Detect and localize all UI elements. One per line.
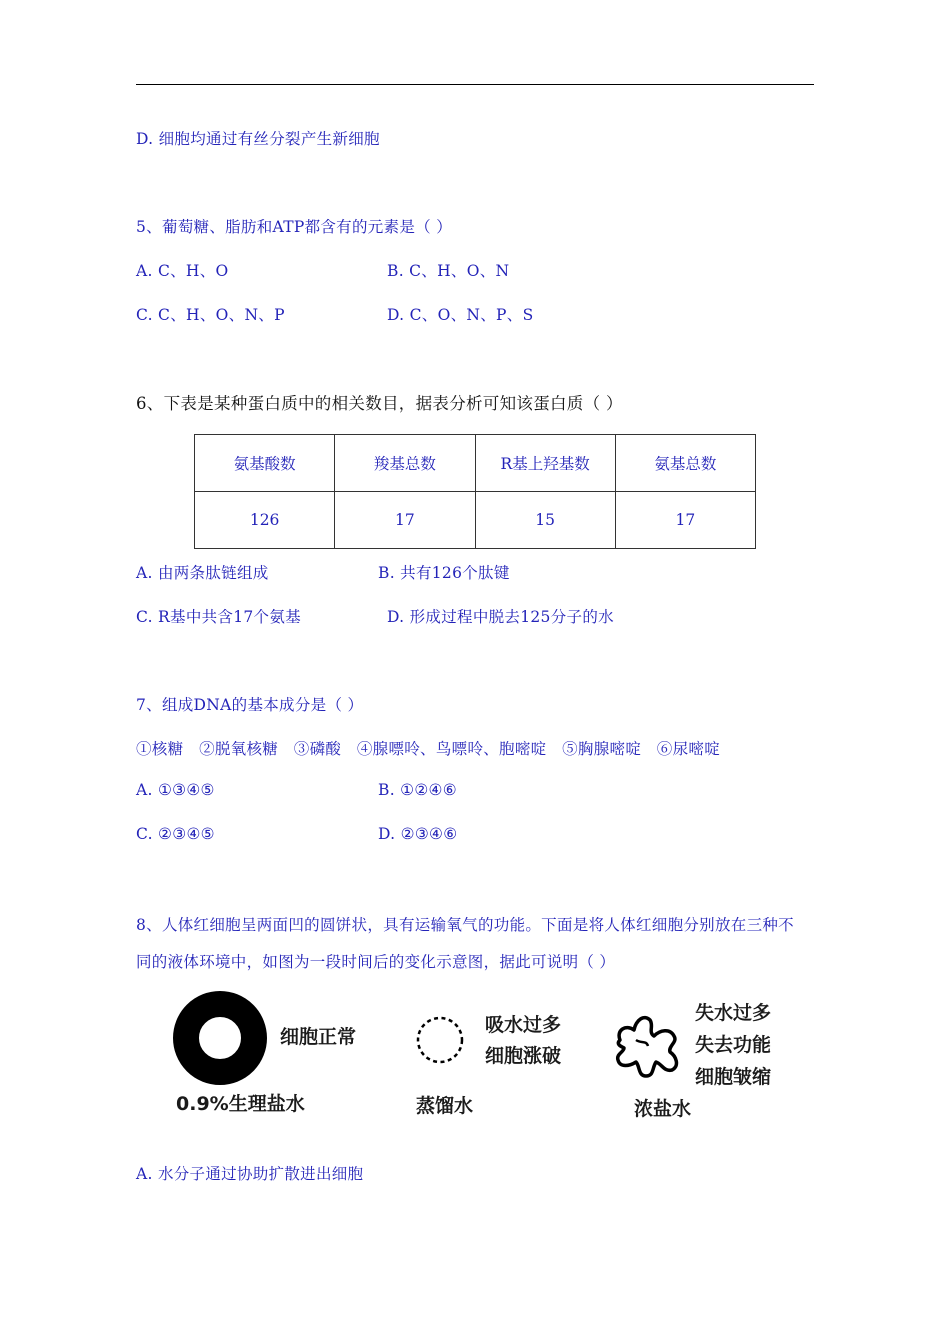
q5-stem: 5、葡萄糖、脂肪和ATP都含有的元素是（ ）: [136, 218, 453, 236]
shrunken-cell-icon: [606, 1010, 692, 1082]
table-header-cell: 氨基总数: [615, 435, 755, 492]
table-header-cell: 羧基总数: [335, 435, 475, 492]
q6-option-c: C. R基中共含17个氨基: [136, 608, 301, 626]
q7-option-d: D. ②③④⑥: [378, 825, 458, 843]
q5-option-b: B. C、H、O、N: [387, 262, 510, 280]
q7-stem: 7、组成DNA的基本成分是（ ）: [136, 696, 364, 714]
protein-table: [194, 434, 756, 549]
q6-option-a: A. 由两条肽链组成: [136, 564, 269, 582]
q5-option-c: C. C、H、O、N、P: [136, 306, 285, 324]
q6-option-d: D. 形成过程中脱去125分子的水: [387, 608, 614, 626]
q7-items: ①核糖 ②脱氧核糖 ③磷酸 ④腺嘌呤、鸟嘌呤、胞嘧啶 ⑤胸腺嘧啶 ⑥尿嘧啶: [136, 740, 721, 758]
shrunken-cell-label-1: 失水过多: [695, 1002, 772, 1024]
q8-stem-line2: 同的液体环境中，如图为一段时间后的变化示意图，据此可说明（ ）: [136, 953, 616, 971]
table-cell: 15: [475, 492, 615, 549]
burst-solution-label: 蒸馏水: [416, 1095, 474, 1117]
q6-stem: 6、下表是某种蛋白质中的相关数目，据表分析可知该蛋白质（ ）: [136, 394, 623, 413]
burst-cell-icon: [412, 1012, 468, 1068]
table-header-row: [195, 435, 756, 492]
table-cell: 126: [195, 492, 335, 549]
q5-option-a: A. C、H、O: [136, 262, 229, 280]
q4-option-d: D. 细胞均通过有丝分裂产生新细胞: [136, 130, 380, 148]
shrunken-cell-label-3: 细胞皱缩: [695, 1066, 772, 1088]
shrunken-cell-label-2: 失去功能: [695, 1034, 772, 1056]
table-row: [195, 492, 756, 549]
table-cell: 17: [335, 492, 475, 549]
q7-option-a: A. ①③④⑤: [136, 781, 215, 799]
table-header-cell: 氨基酸数: [195, 435, 335, 492]
table-header-cell: R基上羟基数: [475, 435, 615, 492]
normal-cell-icon: [172, 990, 268, 1086]
q5-option-d: D. C、O、N、P、S: [387, 306, 534, 324]
q8-option-a: A. 水分子通过协助扩散进出细胞: [136, 1165, 364, 1183]
header-rule: [136, 84, 814, 85]
shrunken-solution-label: 浓盐水: [634, 1098, 692, 1120]
table-cell: 17: [615, 492, 755, 549]
burst-cell-label-1: 吸水过多: [485, 1014, 562, 1036]
normal-cell-label: 细胞正常: [280, 1026, 357, 1048]
q7-option-c: C. ②③④⑤: [136, 825, 215, 843]
normal-solution-label: 0.9%生理盐水: [176, 1093, 305, 1115]
q7-option-b: B. ①②④⑥: [378, 781, 457, 799]
burst-cell-label-2: 细胞涨破: [485, 1045, 562, 1067]
q6-option-b: B. 共有126个肽键: [378, 564, 510, 582]
q8-stem-line1: 8、人体红细胞呈两面凹的圆饼状，具有运输氧气的功能。下面是将人体红细胞分别放在三种不: [136, 916, 794, 934]
